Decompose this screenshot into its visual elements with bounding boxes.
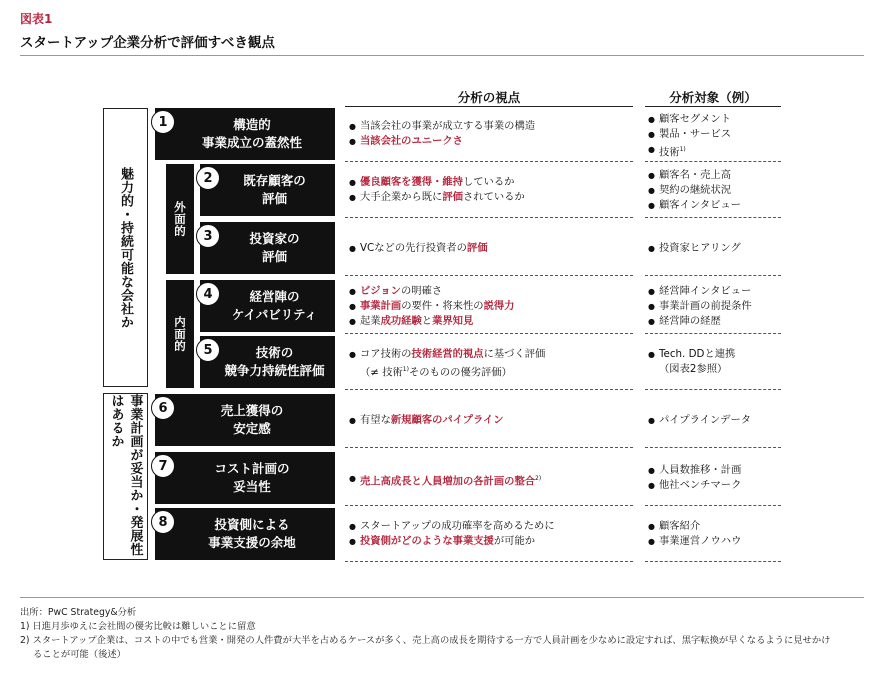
row-5-label: 技術の 競争力持続性評価 xyxy=(200,336,335,388)
target-text: 他社ベンチマーク xyxy=(659,479,742,491)
target-text: 人員数推移・計画 xyxy=(659,464,742,476)
row-4-label: 経営陣の ケイパビリティ xyxy=(200,280,335,332)
target-text: 事業運営ノウハウ xyxy=(659,535,742,547)
point-text: 新規顧客のパイプライン xyxy=(390,413,504,426)
row-4-target xyxy=(648,314,788,329)
point-text: の要件・将来性の xyxy=(401,299,484,312)
row-6-label: 売上獲得の 安定感 xyxy=(155,394,335,446)
point-text: 有望な xyxy=(360,413,391,426)
row-1-separator xyxy=(345,161,633,162)
row-4-targets xyxy=(648,284,788,329)
row-8-point xyxy=(349,534,639,549)
figure-label: 図表1 xyxy=(20,12,53,26)
row-8-targets xyxy=(648,519,788,549)
point-text: コア技術の xyxy=(360,348,412,360)
row-6-separator-targets xyxy=(645,447,781,448)
row-1-number: 1 xyxy=(151,110,175,134)
row-1-point xyxy=(349,134,639,149)
target-text: 顧客名・売上高 xyxy=(659,168,732,181)
point-text: の明確さ xyxy=(400,284,443,297)
row-3-points xyxy=(349,241,639,256)
target-text: 技術 xyxy=(659,145,680,158)
point-text: 当該会社のユニークさ xyxy=(360,135,463,147)
point-text: 起業 xyxy=(360,314,381,327)
point-text: 当該会社の事業が成立する事業の構造 xyxy=(360,120,536,132)
target-text: 経営陣インタビュー xyxy=(659,284,752,297)
target-text: （図表2参照） xyxy=(659,363,728,375)
point-text: 業界知見 xyxy=(432,314,474,327)
row-5-point xyxy=(349,347,639,362)
group-attractive: 魅力的・持続可能な会社か xyxy=(103,108,148,387)
point-text: 優良顧客を獲得・維持 xyxy=(360,176,463,188)
point-text: 評価 xyxy=(466,241,488,254)
row-2-separator xyxy=(345,217,633,218)
point-text: 評価 xyxy=(442,191,463,203)
row-6-points xyxy=(349,413,639,428)
subgroup-internal: 内面的 xyxy=(166,280,194,388)
top-rule xyxy=(20,55,864,56)
row-7-target xyxy=(648,463,788,478)
row-7-separator xyxy=(345,505,633,506)
row-4-point xyxy=(349,284,639,299)
row-8-separator-targets xyxy=(645,561,781,562)
target-footnote: 1) xyxy=(679,145,686,153)
target-text: 契約の継続状況 xyxy=(659,183,732,196)
row-5-point xyxy=(349,362,639,380)
footnote-1: 1) 日進月歩ゆえに会社間の優劣比較は難しいことに留意 xyxy=(20,621,256,632)
row-8-points xyxy=(349,519,639,549)
row-3-separator xyxy=(345,275,633,276)
point-text: 説得力 xyxy=(483,299,515,312)
point-text: 大手企業から既に xyxy=(360,191,443,203)
row-4-point xyxy=(349,314,639,329)
target-text: Tech. DDと連携 xyxy=(659,348,736,360)
point-text: 2) xyxy=(535,474,542,482)
row-8-number: 8 xyxy=(151,510,175,534)
point-text: スタートアップの成功確率を高めるために xyxy=(360,520,555,532)
header-perspective: 分析の視点 xyxy=(457,90,521,105)
row-4-separator xyxy=(345,333,633,334)
row-5-target xyxy=(648,347,788,362)
row-7-label: コスト計画の 妥当性 xyxy=(155,452,335,504)
row-7-targets xyxy=(648,463,788,493)
row-1-point xyxy=(349,119,639,134)
row-6-separator xyxy=(345,447,633,448)
header-perspective-line xyxy=(345,106,633,107)
row-8-separator xyxy=(345,561,633,562)
target-text: パイプラインデータ xyxy=(659,413,752,426)
row-2-target xyxy=(648,168,788,183)
source-note: 出所：PwC Strategy&分析 xyxy=(20,607,137,618)
point-text: が可能か xyxy=(493,535,536,547)
row-4-separator-targets xyxy=(645,333,781,334)
row-1-targets xyxy=(648,112,788,160)
row-4-target xyxy=(648,299,788,314)
row-5-points xyxy=(349,347,639,380)
row-8-label: 投資側による 事業支援の余地 xyxy=(155,508,335,560)
row-1-points xyxy=(349,119,639,149)
target-text: 投資家ヒアリング xyxy=(659,241,741,254)
point-text: 1) xyxy=(402,366,409,373)
row-5-targets xyxy=(648,347,788,377)
footnote-2-cont: ることが可能（後述） xyxy=(33,649,126,660)
bottom-rule xyxy=(20,597,864,598)
row-7-point xyxy=(349,471,639,489)
target-text: 事業計画の前提条件 xyxy=(659,299,752,312)
target-text: 経営陣の経歴 xyxy=(659,314,721,327)
point-text: されているか xyxy=(462,191,525,203)
row-3-separator-targets xyxy=(645,275,781,276)
row-6-point xyxy=(349,413,639,428)
group-plan: 事業計画が妥当か・発展性はあるか xyxy=(103,393,148,560)
header-targets: 分析対象（例） xyxy=(669,90,757,105)
row-5-separator xyxy=(345,389,633,390)
row-5-target xyxy=(648,362,788,377)
row-2-target xyxy=(648,198,788,213)
row-2-label: 既存顧客の 評価 xyxy=(200,164,335,216)
point-text: 技術経営的視点 xyxy=(411,348,484,360)
point-text: ビジョン xyxy=(360,284,401,297)
row-8-point xyxy=(349,519,639,534)
subgroup-external: 外面的 xyxy=(166,164,194,274)
row-5-separator-targets xyxy=(645,389,781,390)
row-3-point xyxy=(349,241,639,256)
row-7-points xyxy=(349,471,639,489)
point-text: 事業計画 xyxy=(360,299,402,312)
row-1-separator-targets xyxy=(645,161,781,162)
row-2-number: 2 xyxy=(196,166,220,190)
row-4-points xyxy=(349,284,639,329)
point-text: VCなどの先行投資者の xyxy=(360,241,467,254)
row-4-point xyxy=(349,299,639,314)
target-text: 顧客セグメント xyxy=(659,112,731,125)
point-text: 投資側がどのような事業支援 xyxy=(360,535,494,547)
row-7-number: 7 xyxy=(151,454,175,478)
row-6-number: 6 xyxy=(151,396,175,420)
figure-title: スタートアップ企業分析で評価すべき観点 xyxy=(20,35,275,51)
row-2-point xyxy=(349,175,639,190)
row-6-targets xyxy=(648,413,788,428)
row-2-target xyxy=(648,183,788,198)
row-8-target xyxy=(648,534,788,549)
point-text: しているか xyxy=(462,176,515,188)
row-2-points xyxy=(349,175,639,205)
footnote-2: 2) スタートアップ企業は、コストの中でも営業・開発の人件費が大半を占めるケースが多く、売上高の成長を期待する一方で人員計画を少なめに設定すれば、黒字転換が早くなるように見せかけ xyxy=(20,635,831,646)
row-1-target xyxy=(648,127,788,142)
row-8-target xyxy=(648,519,788,534)
row-3-targets xyxy=(648,241,788,256)
point-text: そのものの優劣評価） xyxy=(408,366,512,379)
row-1-target xyxy=(648,112,788,127)
point-text: 成功経験 xyxy=(380,314,422,327)
row-2-point xyxy=(349,190,639,205)
row-1-label: 構造的 事業成立の蓋然性 xyxy=(155,108,335,160)
row-6-target xyxy=(648,413,788,428)
target-text: 製品・サービス xyxy=(659,127,732,140)
row-1-target xyxy=(648,142,788,160)
point-text: に基づく評価 xyxy=(483,348,546,360)
point-text: （≠ 技術 xyxy=(360,366,403,379)
point-text: と xyxy=(421,314,433,327)
row-3-label: 投資家の 評価 xyxy=(200,222,335,274)
row-2-separator-targets xyxy=(645,217,781,218)
row-2-targets xyxy=(648,168,788,213)
row-7-separator-targets xyxy=(645,505,781,506)
header-targets-line xyxy=(645,106,781,107)
row-4-number: 4 xyxy=(196,282,220,306)
row-3-target xyxy=(648,241,788,256)
target-text: 顧客紹介 xyxy=(659,520,701,532)
point-text: 売上高成長と人員増加の各計画の整合 xyxy=(360,474,536,487)
row-5-number: 5 xyxy=(196,338,220,362)
row-4-target xyxy=(648,284,788,299)
row-3-number: 3 xyxy=(196,224,220,248)
row-7-target xyxy=(648,478,788,493)
target-text: 顧客インタビュー xyxy=(659,198,741,211)
